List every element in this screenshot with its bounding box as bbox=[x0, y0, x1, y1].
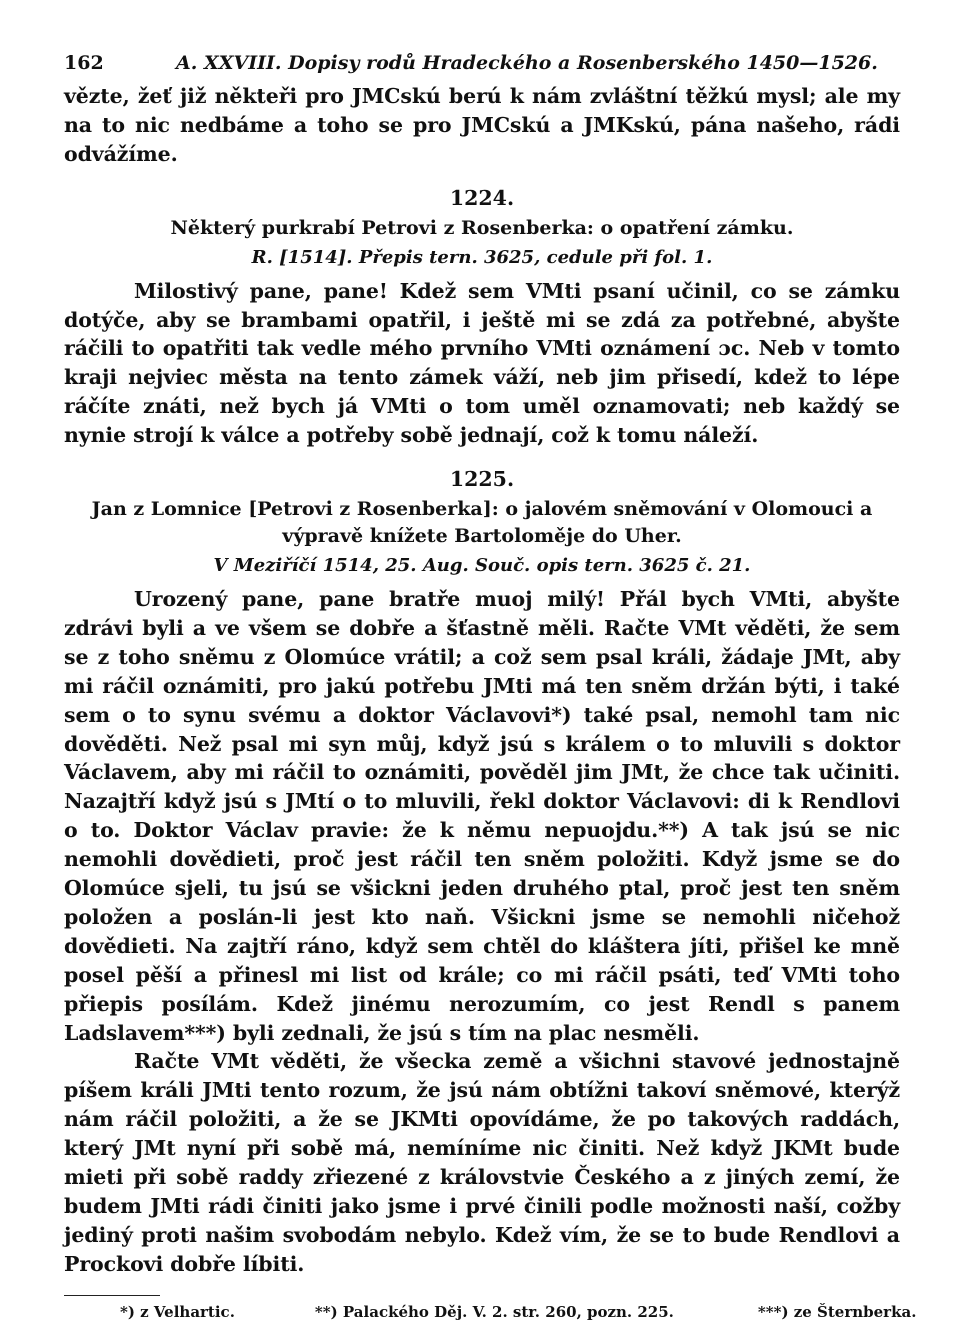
footnote: **) Palackého Děj. V. 2. str. 260, pozn. 225. bbox=[314, 1302, 674, 1321]
intro-paragraph: vězte, žeť již někteři pro JMCskú berú k nám zvláštní těžkú mysl; ale my na to nic nedbáme a toho se pro JMCskú a JMKskú, pána našeho, rádi odvážíme. bbox=[64, 84, 900, 166]
page-number: 162 bbox=[64, 52, 104, 74]
letter-citation: V Meziříčí 1514, 25. Aug. Souč. opis tern. 3625 č. 21. bbox=[213, 554, 751, 576]
letter-paragraph: Urozený pane, pane bratře muoj milý! Přál bych VMti, abyšte zdrávi byli a ve všem se dobře a šťastně měli. Račte VMt věděti, že sem se z toho sněmu z Olomúce vrátil; a což sem psal králi, žádaje JMt, aby mi ráčil oznámiti, pro jakú potřebu JMti má ten sněm držán býti, i také sem o to synu svému a doktor Václavovi*) také psal, nemohl tam nic dověděti. Než psal mi syn můj, když jsú s králem o to mluvili s doktor Václavem, aby mi ráčil to oznámiti, pověděl jim JMt, že chce tak učiniti. Nazajtří když jsú s JMtí o to mluvili, řekl doktor Václavovi: di k Rendlovi o to. Doktor Václav pravie: že k němu nepuojdu.**) A tak jsú se nic nemohli dovědieti, proč jest ráčil ten sněm položiti. Když jsme se do Olomúce sjeli, tu jsú se všickni jeden druhého ptal, proč jest ten sněm položen a poslán-li jest kto naň. Všickni jsme se nemohli ničehož dovědieti. Na zajtří ráno, když sem chtěl do kláštera jíti, přišel ke mně posel pěší a přinesl mi list od krále; co mi ráčil psáti, teď VMti toho přiepis posílám. Kdež jinému nerozumím, co jest Rendl s panem Ladslavem***) byli zednali, že jsú s tím na plac nesměli. bbox=[64, 586, 900, 1045]
footnote: *) z Velhartic. bbox=[120, 1302, 235, 1321]
letter-1225 bbox=[64, 465, 900, 1279]
letter-paragraph: Milostivý pane, pane! Kdež sem VMti psaní učinil, co se zámku dotýče, aby se brambami opatřil, i ještě mi se zdá za potřebné, abyšte ráčili to opatřiti tak vedle mého prvního VMti oznámení ɔc. Neb v tomto kraji nejviec města na tento zámek váží, neb jim přisedí, kdež to lépe ráčíte znáti, než bych já VMti o tom uměl oznamovati; neb každý se nynie strojí k válce a potřeby sobě jednají, což k tomu náleží. bbox=[64, 278, 900, 448]
running-title: A. XXVIII. Dopisy rodů Hradeckého a Rosenberského 1450—1526. bbox=[176, 52, 878, 74]
page bbox=[64, 52, 917, 1322]
running-header bbox=[64, 52, 900, 82]
letter-number: 1225. bbox=[449, 467, 515, 492]
letter-caption: Některý purkrabí Petrovi z Rosenberka: o opatření zámku. bbox=[170, 216, 794, 239]
letter-1224 bbox=[64, 184, 900, 450]
footnote-rule bbox=[64, 1295, 160, 1296]
letter-paragraph: Račte VMt věděti, že všecka země a všichni stavové jednostajně píšem králi JMti tento rozum, že jsú nám obtížni takoví sněmové, kterýž nám ráčil položiti, a že se JKMti opovídáme, že po takových raddách, který JMt nyní při sobě má, nemíníme nic činiti. Než když JKMt bude mieti při sobě raddy zřiezené z královstvie Českého a z jiných zemí, že budem JMti rádi činiti jako jsme i prvé činili podle možnosti naší, cožby jediný proti našim svobodám nebylo. Kdež vím, že se to bude Rendlovi a Prockovi dobře líbiti. bbox=[64, 1049, 900, 1276]
letter-number: 1224. bbox=[449, 185, 515, 210]
footnote: ***) ze Šternberka. bbox=[757, 1302, 917, 1321]
footnotes bbox=[64, 1302, 917, 1322]
letter-caption: Jan z Lomnice [Petrovi z Rosenberka]: o jalovém sněmování v Olomouci a výpravě knížete Bartoloměje do Uher. bbox=[91, 497, 873, 547]
letter-citation: R. [1514]. Přepis tern. 3625, cedule při fol. 1. bbox=[251, 246, 713, 268]
